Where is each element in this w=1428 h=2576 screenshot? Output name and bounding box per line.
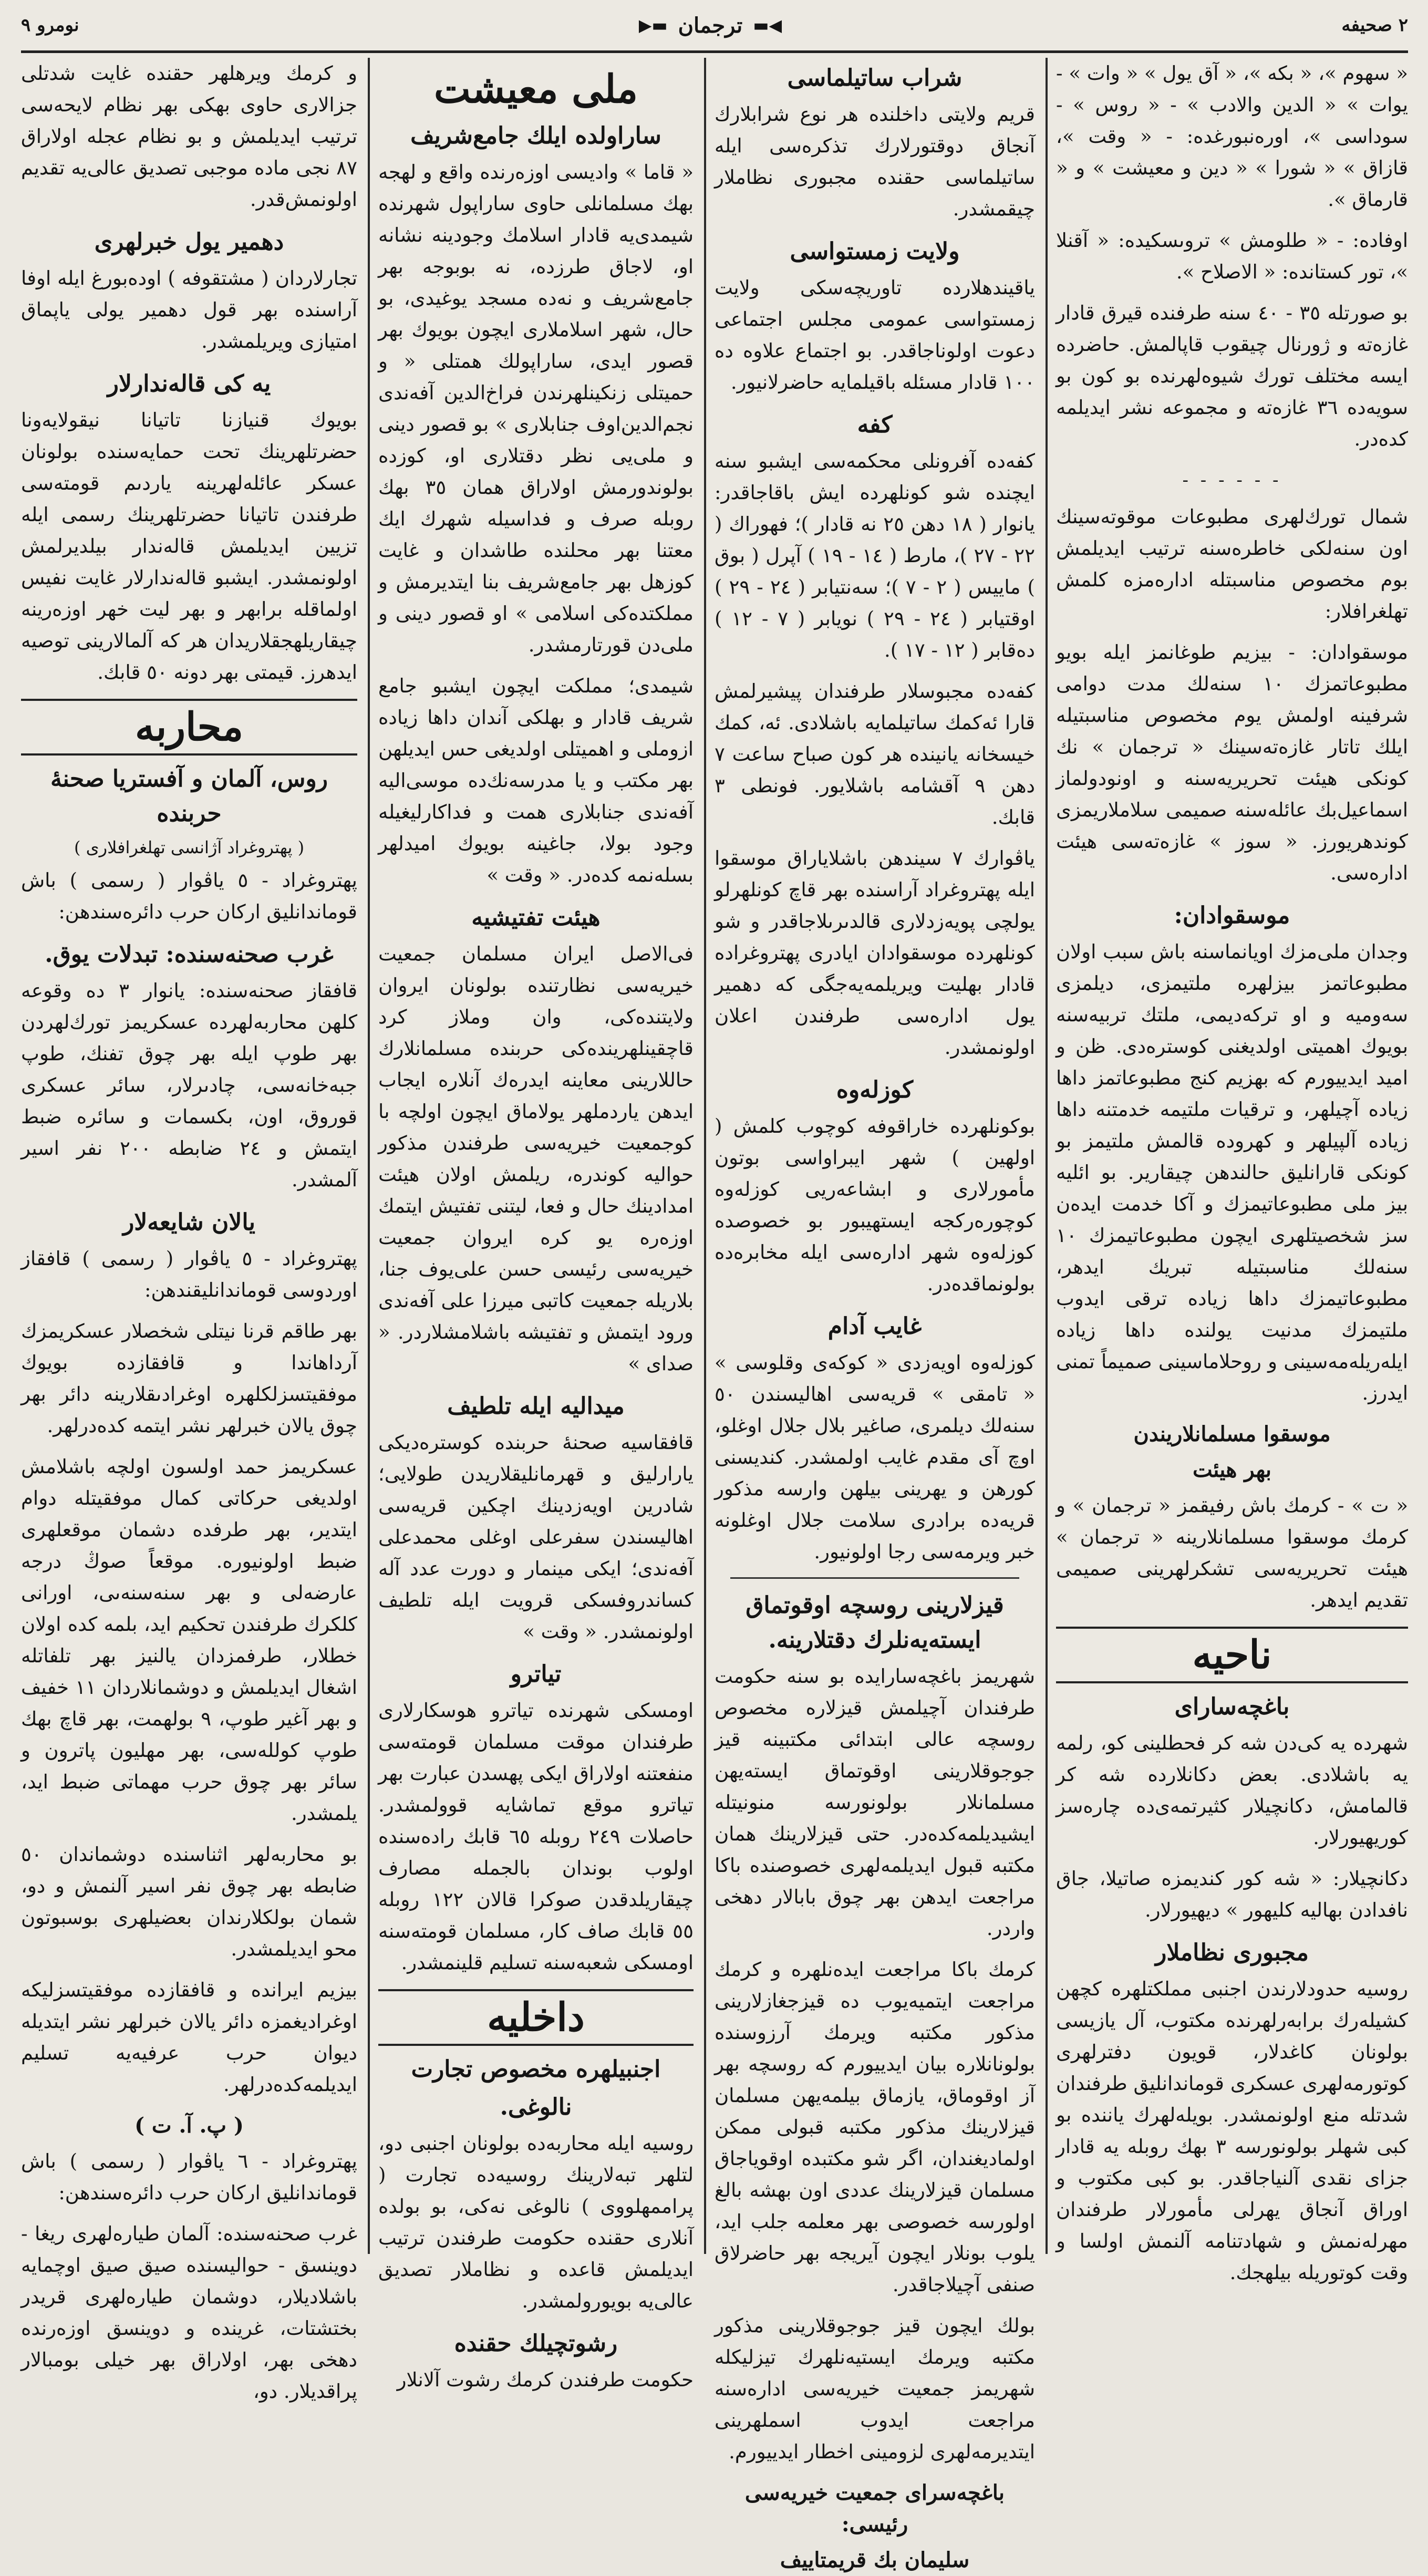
- paragraph: بيزيم ايرانده و قافقازده موفقيتسزليكه اوغراديغمزه دائر يالان خبرلهر نشر ايتديله ديوان حرب عرفيه‌يه تسليم ايديلمه‌كده‌درلهر.: [21, 1979, 357, 2096]
- paragraph: بولك ايچون قيز جوجوقلارينى مذكور مكتبه ويرمك ايستيه‌نلهرك تيزليكله شهريمز جمعيت خيريه‌سى اداره‌سنه مراجعت ايدوب اسملهرينى ايتديرمه‌لهرى لزومينى اخطار ايدييورم.: [715, 2314, 1035, 2463]
- heading: روس، آلمان و آفستريا صحنهٔ حربنده: [50, 765, 328, 827]
- paragraph: بويوك قنيازنا تاتيانا نيقولايه‌ونا حضرتلهرينك تحت حمايه‌سنده بولونان عسكر عائله‌لهرينه ياردىم قومته‌سى طرفندن تاتيانا حضرتلهرينك رسمى ايله تزيين ايديلمش قاله‌ندار بيلديرلمش اولونمشدر. ايشبو قاله‌ندارلار غايت نفيس اولماقله برابهر و بهر ليت خهر اوزه‌رينه چيقاريلهجقلاريدان هر كه آلمالارينى توصيه ايدهرز. قيمتى بهر دونه ٥٠ قابك.: [21, 409, 357, 684]
- paragraph: غرب صحنه‌سنده: آلمان طياره‌لهرى ريغا - دوينسق - حواليسنده صيق صيق اوچمايه باشلاديلار، دوشمان طياره‌لهرى قريدر بختشتات، غرينده و دوينسق اوزه‌رنده دهخى بهر، اولاراق بهر خيلى بومبالار پراقديلار. دو،: [21, 2222, 357, 2403]
- paragraph: شيمدى؛ مملكت ايچون ايشبو جامع شريف قادار و بهلكى آندان داها زياده ازوملى و اهميتلى اولديغى حس ايديلهن بهر مكتب و يا مدرسه‌نك‌ده موسى‌اليه آفه‌ندى جنابلارى همت و فداكارليغيله وجود بولا، جاغينه بويوك اميدلهر بسله‌نمه كده‌در. « وقت »: [378, 675, 694, 886]
- heading: ميداليه ايله تلطيف: [447, 1393, 625, 1420]
- paragraph: و كرمك ويرهلهر حقنده غايت شدتلى جزا‌لارى حاوى بهكى بهر نظام لايحه‌سى ترتيب ايديلمش و بو نظام عجله اولاراق ٨٧ نجى ماده موجبى تصديق عالى‌يه تقديم اولونمش‌قدر.: [21, 62, 357, 211]
- paragraph: قافقاسيه صحنهٔ حربنده كوستره‌ديكى يارارليق و قهرمانليقلاريدن طولايى؛ شادرين اويه‌زدينك اچكين قريه‌سى اهاليسندن سفرعلى اوغلى محمدعلى آفه‌ندى؛ ايكى مينمار و دورت عدد آله كساندروفسكى قرويت ايله تلطيف اولونمشدر. « وقت »: [378, 1431, 694, 1643]
- column-right: [1056, 58, 1409, 2284]
- paragraph: پهتروغراد - ٥ ياڤوار ( رسمى ) قافقاز اوردوسى قوماندانليقندهن:: [21, 1247, 357, 1301]
- section-heading-war: محاربه: [21, 699, 357, 756]
- column-rule: [704, 58, 706, 2254]
- paragraph: كوزله‌وه اويه‌زدى « كوكه‌ى وقلوسى » « تامقى » قريه‌سى اهاليسندن ٥٠ سنه‌لك ديلمرى، صاغير بلال جلال اوغلو، اوچ آى مقدم غايب اولمشدر. كنديسنى كورهن و يهرينى بيلهن وارسه مذكور قريه‌ده برادرى سلامت جلال اوغلونه خبر ويرمه‌سى رجا اولونيور.: [715, 1351, 1035, 1563]
- paragraph: شهريمز باغچه‌سارايده بو سنه حكومت طرفندان آچيلمش قيزلاره مخصوص روسچه عالى ابتدائى مكتبينه قيز جوجوقلارينى اوقوتماق ايسته‌يهن مسلمانلار بولونورسه منونيتله ايشيديلمه‌كده‌در. حتى قيزلارينك همان مكتبه قبول ايديلمه‌لهرى خصوصنده باكا مراجعت ايدهن بهر چوق بابالار دهخى واردر.: [715, 1665, 1035, 1940]
- dash-separator: - - - - - -: [1182, 470, 1282, 491]
- paragraph: « سهوم »، « بكه »، « آق يول » « وات » - يوات » « الدين والادب » - « روس » - سوداسى »، اوره‌نبورغده: - « وقت »، قازاق » « شورا » « دين و معيشت » و « قارماق ».: [1056, 62, 1408, 211]
- paragraph: اوفاده: - « طلومش » تروىسكيده: « آقنلا »، تور كستانده: « الاصلاح ».: [1056, 229, 1408, 283]
- heading: ساراولده ايلك جامع‌شريف: [410, 122, 661, 149]
- subheading: ( پهتروغراد آژانسى تهلغرافلارى ): [74, 837, 305, 857]
- paragraph: موسقوادان: - بيزيم طوغانمز ايله بويو مطبوعاتمزك ١٠ سنه‌لك مدت دوامى شرفينه اولمش يوم مخصوص مناسبتيله ايلك تاتار غازه‌ته‌سينك « ترجمان » نك كونكى هيئت تحريريه‌سنه و اونودولماز اسماعيل‌بك عائله‌سنه صميمى سلاملاريمزى كوندهريورز. « سوز » غازه‌ته‌سى هيئت اداره‌سى.: [1056, 641, 1408, 884]
- signature: باغچه‌سراى جمعيت خيريه‌سى رئيسى:: [744, 2480, 1005, 2537]
- heading: تياترو: [510, 1661, 562, 1688]
- heading: موسقوادان:: [1174, 902, 1290, 929]
- column-rule: [1046, 58, 1048, 2254]
- paragraph: كفه‌ده مجبوسلار طرفندان پيشيرلمش قارا ئه‌كمك ساتيلمايه باشلادى. ئه، كمك خيسخانه يانينده هر كون صباح ساعت ٧ دهن ٩ آقشامه باشلايور. فونطى ٣ قابك.: [715, 680, 1035, 829]
- column-rule: [368, 58, 370, 2254]
- paragraph: « قاما » واديسى اوزه‌رنده واقع و لهجه بهك مسلمانلى حاوى ساراپول شهرنده شيمدى‌يه قادار اسلامك وجودينه نشانه او، لاجاق طرزده، نه بوبوجه بهر جامع‌شريف و نه‌ده مسجد يوغيدى، بو حال، شهر اسلاملارى ايچون بويوك بهر قصور ايدى، ساراپولك همتلى « و حميتلى زنكينلهرندن فراخ‌الدين آفه‌ندى نجم‌الدين‌اوف جنابلارى » بو قصور دينى و ملى‌يى نظر دقتلارى او، كوزده بولوندورمش اولاراق همان ٣٥ بهك روبله صرف و فداسيله شهرك ايك معتنا بهر محلنده طاشدان و غايت كوزهل بهر جامع‌شريف بنا ايتديرمش و مملكتده‌كى اسلامى » او قصور دينى و ملى‌دن قورتارمشدر.: [378, 161, 694, 656]
- paragraph: كرمك باكا مراجعت ايده‌نلهره و كرمك مراجعت ايتميه‌يوب ده قيزجغازلارينى مذكور مكتبه ويرمك آرزوسنده بولونانلاره بيان ايدييورم كه روسچه بهر آز اوقوماق، يازماق بيلمه‌يهن مسلمان قيزلارينك مذكور مكتبه قبولى ممكن اولماديغندان، اگر شو مكتبده اوقوياجاق مسلمان قيزلارينك عددى اون بهشه بالغ اولورسه خصوصى بهر معلمه جلب ايد، يلوب بونلار ايچون آيريجه بهر حاضرلاق صنفى آچيلاجاقدر.: [715, 1958, 1035, 2296]
- page-number: ٢ صحيفه: [1341, 15, 1408, 36]
- heading: ولايت زمستواسى: [790, 238, 960, 265]
- section-heading-nahiya: ناحيه: [1056, 1627, 1408, 1683]
- heading: كوزله‌وه: [836, 1077, 914, 1103]
- paragraph: ياقيندهلارده تاوريچه‌سكى ولايت زمستواسى عمومى مجلس اجتماعى دعوت اولوناجاقدر. بو اجتماع علاوه ده ١٠٠ قادار مسئله باقيلمايه حاضرلانيور.: [715, 276, 1035, 394]
- heading: اجنبيلهره مخصوص تجارت: [411, 2056, 661, 2083]
- heading: يه كى قاله‌ندارلار: [107, 370, 271, 397]
- paragraph: فى‌الاصل ايران مسلمان جمعيت خيريه‌سى نظارتنده بولونان ايروان ولايتنده‌كى، وان وملاز كرد قاچقينلهرينده‌كى حربنده مسلمانلارك حاللارينى معاينه ايدره‌ك آنلاره ايجاب ايدهن ياردملهر يولاماق ايچون اولچه با كوجمعيت خيريه‌سى طرفندن مذكور حواليه كوندره، ريلمش اولان هيئت امدادينك حال و فعا، ليتنى تفتيش ايتمك اوزه‌ره يو كره ايروان جمعيت خيريه‌سى رئيسى حسن على‌يوف جنا، بلاريله جمعيت كاتبى ميرزا على آفه‌ندى ورود ايتمش و تفتيشه باشلامشلاردر. « صداى »: [378, 943, 694, 1375]
- column-left: [21, 58, 358, 2403]
- paragraph: اومسكى شهرنده تياترو هوسكارلارى طرفندان موقت مسلمان قومته‌سى منفعتنه اولاراق ايكى پهسدن عبارت بهر تياترو موقع تماشايه قوولمشدر. حاصلات ٢٤٩ روبله ٦٥ قابك راده‌سنده اولوب بوندان بالجمله مصارف چيقاريلدقدن صوكرا قالان ١٢٢ روبله ٥٥ قابك صاف كار، مسلمان قومته‌سنه اومسكى شعبه‌سنه تسليم قلينمشدر.: [378, 1699, 694, 1974]
- heading: يالان شايعه‌لار: [122, 1209, 256, 1236]
- section-heading-milli: ملى معيشت: [434, 67, 638, 112]
- signature: ( پ. آ. ت ): [134, 2113, 244, 2138]
- paragraph: بوكونلهرده خاراقوفه كوچوب كلمش ( اولهين ) شهر ايبراواسى بوتون مأمورلارى و ابشاعه‌ريى كوزله‌وه كوچوره‌ركجه ايستهيبور بو خصوصده كوزله‌وه شهر اداره‌سى ايله مخابره‌ده بولونماقده‌در.: [715, 1115, 1035, 1295]
- heading: شراب ساتيلماسى: [787, 65, 963, 91]
- paragraph: حكومت طرفندن كرمك رشوت آلانلار: [397, 2368, 694, 2391]
- heading: نالوغى.: [500, 2094, 572, 2120]
- paragraph: بو محاربه‌لهر اثناسنده دوشماندان ٥٠ ضابطه بهر چوق نفر اسير آلنمش و دو، شمان بولكلارندان بعضيلهرى بوسبوتون محو ايديلمشدر.: [21, 1843, 357, 1960]
- paragraph: روسيه حدودلارندن اجنبى مملكتلهره كچهن كشيله‌رك برابه‌رلهرنده مكتوب، آل يازيسى بولونان كاغدلار، قويون دفترلهرى كوتورمه‌لهرى عسكرى قوماندانليق طرفندان شدتله منع اولونمشدر. بويله‌لهرك ياننده بو كبى شهلر بولونورسه ٣ بهك روبله يه قادار جزاى نقدى آلنياجاقدر. بو كبى مكتوب و اوراق آنجاق يهرلى مأمورلار طرفندان مهرله‌نمش و شهادتنامه آلنمش اولسا و وقت كوتوريله بيلهجك.: [1056, 1978, 1409, 2284]
- paragraph: شمال تورك‌لهرى مطبوعات موقوته‌سينك اون سنه‌لكى خاطره‌سنه ترتيب ايديلمش بوم مخصوص مناسبتله اداره‌مزه كلمش تهلغرافلار:: [1056, 505, 1408, 623]
- paragraph: قافقاز صحنه‌سنده: يانوار ٣ ده وقوعه كلهن محاربه‌لهرده عسكريمز تورك‌لهردن بهر طوپ ايله بهر چوق تفنك، طوپ جبه‌خانه‌سى، چادىرلار، سائر عسكرى قوروق، اون، بكسمات و سائره ضبط ايتمش و ٢٤ ضابطه ٢٠٠ نفر اسير آلمشدر.: [21, 979, 358, 1191]
- paragraph: وجدان ملى‌مزك اويانماسنه باش سبب اولان مطبوعاتمز بيزلهره ملتيمزى، ديلمزى سه‌وميه و او تركه‌ديمى، ملتك تربيه‌سنه بويوك اهميتى اولديغنى كوستره‌دى. ظن و اميد ايدييورم كه بهزيم كنج مطبوعاتمز داها زياده آچيلهر، و ترقيات ملتيمه خدمتنه داها زياده آلپيلهر و كهروده قالمش ملتيمز بو كونكى قارانليق حالندهن چيقارير. بو ائليه بيز ملى مطبوعاتيمزك و آكا خدمت ايده‌ن سز شخصيتلهرى ايچون مطبوعاتيمزك ١٠ سنه‌لك مناسبتيله تبريك ايدهر، مطبوعاتيمزك داها زياده ترقى ايدوب ملتيمزك مدنيت يولنده داها زياده ايله‌ريله‌مه‌سينى و روحلاماسينى صميماً تمنى ايدرز.: [1056, 940, 1408, 1404]
- heading: هيئت تفتيشيه: [471, 904, 601, 931]
- paragraph: ياڤوارك ٧ سيندهن باشلاياراق موسقوا ايله پهتروغراد آراسنده بهر قاچ كونلهرلو يولچى پويه‌زدلارى قالدىرىلاجاقدر و شو كونلهرده موسقوادان ايادرى پهتروغراده قادار بهليت ويريلمه‌يه‌جگى كه دهمير يول اداره‌سى طرفندن اعلان اولونمشدر.: [715, 847, 1035, 1059]
- newspaper-title: ترجمان: [678, 13, 743, 38]
- paragraph: پهتروغراد - ٥ ياڤوار ( رسمى ) باش قوماندانليق اركان حرب دائره‌سندهن:: [21, 869, 357, 923]
- heading: مجبورى نظاملار: [1155, 1939, 1309, 1966]
- paragraph: روسيه ايله محاربه‌ده بولونان اجنبى دو، لتلهر تبه‌لارينك روسيه‌ده تجارت ( پراممهلووى ) نالوغى نه‌كى، بو بولده آنلارى حقنده حكومت طرفندن ترتيب ايديلمش قاعده و نظاملار تصديق عالى‌يه بويورولمشدر.: [378, 2132, 694, 2312]
- paragraph: بهر طاقم قرنا نيتلى شخصلار عسكريمزك آرداهاندا و قافقازده بويوك موفقيتسزلكلهره اوغرادىقلارينه دائر بهر چوق يالان خبرلهر نشر ايتمه كده‌درلهر.: [21, 1320, 357, 1437]
- separator: [730, 1577, 1019, 1579]
- paragraph: عسكريمز حمد اولسون اولچه باشلامش اولديغى حركاتى كمال موفقيتله دوام ايتدير، بهر طرفده دشمان موقعلهرى ضبط اولونيوره. موقعاً صوڭ درجه عارضه‌لى و بهر سنه‌سنه‌ىى، اورانى كلكرك طرفندن تحكيم ايد، بلمه كده اولان خطلار، طرفمزدان يالنيز بهر تلفاتله اشغال ايديلمش و دوشمانلاردان ١١ خفيف و بهر آغير طوپ، ٩ بولهمت، بهر قاچ بهك طوپ كولله‌سى، بهر مهليون پاترون و سائر بهر چوق حرب مهماتى ضبط ايد، يلمشدر.: [21, 1455, 357, 1825]
- ornament-icon: ◀▬: [753, 15, 782, 35]
- masthead: [21, 0, 1408, 53]
- column-middle-right: [715, 58, 1035, 2572]
- ornament-icon: ▬▶: [638, 15, 668, 35]
- paragraph: بو صورتله ٣٥ - ٤٠ سنه طرفنده قيرق قادار غازه‌ته و ژورنال چيقوب قاپالمش. حاضرده ايسه مختلف تورك شيوه‌لهرنده بو كون بو سويه‌ده ٣٦ غازه‌ته و مجموعه نشر ايديلمه كده‌در.: [1056, 302, 1408, 450]
- paragraph: كفه‌ده آفرونلى محكمه‌سى ايشبو سنه ايچنده شو كونلهرده ايش باقاجاقدر: يانوار ( ١٨ دهن ٢٥ نه قادار )؛ فهوراك ( ٢٢ - ٢٧ )، مارط ( ١٤ - ١٩ ) آپرل ( بوق ) ماييس ( ٢ - ٧ )؛ سه‌نتيابر ( ٢٤ - ٢٩ ) اوقتيابر ( ٢٤ - ٢٩ ) نويابر ( ٧ - ١٢ ) ده‌قابر ( ١٢ - ١٧ ).: [715, 450, 1035, 661]
- heading: باغچه‌سارای: [1174, 1693, 1290, 1720]
- heading: كفه: [857, 411, 893, 438]
- paragraph: شهرده يه كى‌دن شه كر فحطلينى كو، رلمه يه باشلادى. بعض دكانلارده شه كر قالمامش، دكانچيلار كثيرتمه‌ى‌ده چاره‌سز كوريهيورلار.: [1056, 1732, 1408, 1849]
- paragraph: « ت » - كرمك باش رفيقمز « ترجمان » و كرمك موسقوا مسلمانلارينه « ترجمان » هيئت تحريريه‌سى تشكرلهرينى صميمى تقديم ايدهر.: [1056, 1494, 1408, 1611]
- paragraph: تجارلاردان ( مشتقوفه ) اوده‌بورغ ايله اوفا آراسنده بهر قول دهمير يولى ياپماق امتيازى ويريلمشدر.: [21, 267, 357, 353]
- heading: غايب آدام: [827, 1313, 922, 1340]
- heading: قيزلارينى روسچه اوقوتماق ايسته‌يه‌نلرك دقتلارينه.: [746, 1592, 1004, 1653]
- section-heading-dakhili: داخليه: [378, 1989, 694, 2046]
- column-middle-left: [378, 58, 694, 2391]
- paragraph: دكانچيلار: « شه كور كنديمزه صاتيلا، جاق نافدادن بهاليه كليهور » ديهيورلار.: [1056, 1867, 1408, 1921]
- paragraph: قريم ولايتى داخلنده هر نوع شرابلارك آنجاق دوقتورلارك تذكره‌سى ايله ساتيلماسى حقنده مجبورى نظاملار چيقمشدر.: [715, 103, 1035, 220]
- heading: دهمير يول خبرلهرى: [94, 229, 284, 255]
- heading: رشوتچيلك حقنده: [454, 2330, 618, 2357]
- signature: بهر هيئت: [1192, 1457, 1272, 1482]
- heading: غرب صحنه‌سنده: تبدلات يوق.: [45, 941, 334, 968]
- paragraph: پهتروغراد - ٦ ياڤوار ( رسمى ) باش قوماندانليق اركان حرب دائره‌سندهن:: [21, 2150, 357, 2204]
- signature: موسقوا مسلمانلاريندن: [1133, 1422, 1331, 1446]
- masthead-title-group: [639, 13, 782, 38]
- issue-number: نومرو ٩: [21, 15, 79, 36]
- signature: سليمان بك قريمتاييف: [780, 2548, 970, 2572]
